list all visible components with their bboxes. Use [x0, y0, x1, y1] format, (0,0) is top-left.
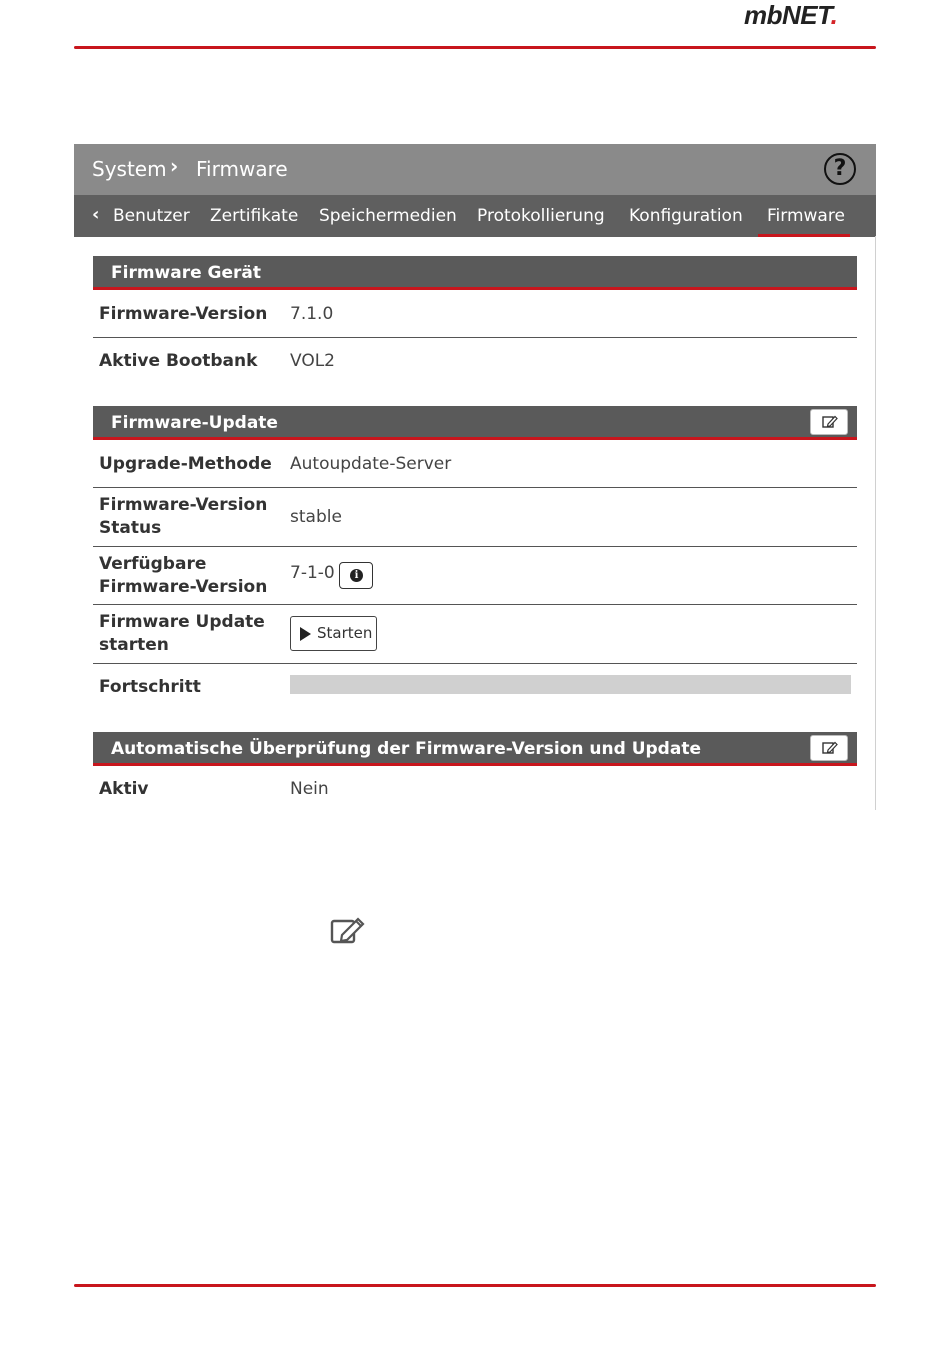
- footer-rule: [74, 1284, 876, 1287]
- breadcrumb-system[interactable]: System: [92, 157, 167, 181]
- panel-border: [875, 236, 876, 810]
- active-tab-indicator: [758, 234, 850, 237]
- row-value: VOL2: [290, 351, 335, 371]
- row-label: Firmware-Version Status: [99, 495, 268, 538]
- row-available-firmware: [93, 547, 857, 604]
- row-start-update: [93, 605, 857, 663]
- section-header-firmware-update: [93, 406, 857, 440]
- section-title: Firmware-Update: [111, 413, 278, 433]
- tab-zertifikate[interactable]: Zertifikate: [210, 206, 299, 226]
- breadcrumb-firmware: Firmware: [196, 157, 288, 181]
- edit-button[interactable]: [810, 735, 848, 761]
- row-value: 7.1.0: [290, 304, 334, 324]
- row-value: 7-1-0: [290, 563, 335, 583]
- header-rule: [74, 46, 876, 49]
- tab-protokollierung[interactable]: Protokollierung: [477, 206, 605, 226]
- section-title: Automatische Überprüfung der Firmware-Version und Update: [111, 739, 701, 759]
- info-icon: i: [350, 569, 363, 582]
- progress-bar: [290, 675, 851, 694]
- help-icon[interactable]: ?: [824, 153, 856, 185]
- section-header-firmware-device: [93, 256, 857, 290]
- chevron-left-icon[interactable]: ‹: [92, 204, 100, 225]
- row-label: Aktive Bootbank: [99, 351, 258, 371]
- title-bar: [74, 144, 876, 195]
- edit-icon: [822, 415, 838, 429]
- tab-firmware[interactable]: Firmware: [767, 206, 845, 226]
- info-button[interactable]: [339, 562, 373, 589]
- row-value: Nein: [290, 779, 329, 799]
- tab-speichermedien[interactable]: Speichermedien: [319, 206, 457, 226]
- section-header-auto-check: [93, 732, 857, 766]
- row-firmware-version-status: [93, 488, 857, 546]
- row-firmware-version: [93, 292, 857, 337]
- row-label: Fortschritt: [99, 677, 201, 697]
- edit-icon: [330, 916, 366, 946]
- row-label: Firmware-Version: [99, 304, 268, 324]
- firmware-page: [74, 144, 876, 810]
- row-active-bootbank: [93, 338, 857, 384]
- row-label: Aktiv: [99, 779, 149, 799]
- row-upgrade-method: [93, 442, 857, 487]
- row-label: Upgrade-Methode: [99, 454, 272, 474]
- start-button-label: Starten: [317, 624, 373, 642]
- section-title: Firmware Gerät: [111, 263, 262, 283]
- edit-button[interactable]: [810, 409, 848, 435]
- mbnet-logo: mbNET.: [744, 0, 838, 30]
- row-label: Verfügbare Firmware-Version: [99, 554, 268, 597]
- start-update-button[interactable]: [290, 616, 377, 651]
- tab-konfiguration[interactable]: Konfiguration: [629, 206, 743, 226]
- row-label: Firmware Update starten: [99, 612, 265, 655]
- tab-bar: [74, 195, 876, 237]
- row-value: stable: [290, 507, 342, 527]
- edit-icon: [822, 741, 838, 755]
- tab-benutzer[interactable]: Benutzer: [113, 206, 190, 226]
- row-active: [93, 768, 857, 810]
- play-icon: [300, 627, 311, 641]
- row-value: Autoupdate-Server: [290, 454, 452, 474]
- chevron-right-icon: ›: [170, 154, 179, 178]
